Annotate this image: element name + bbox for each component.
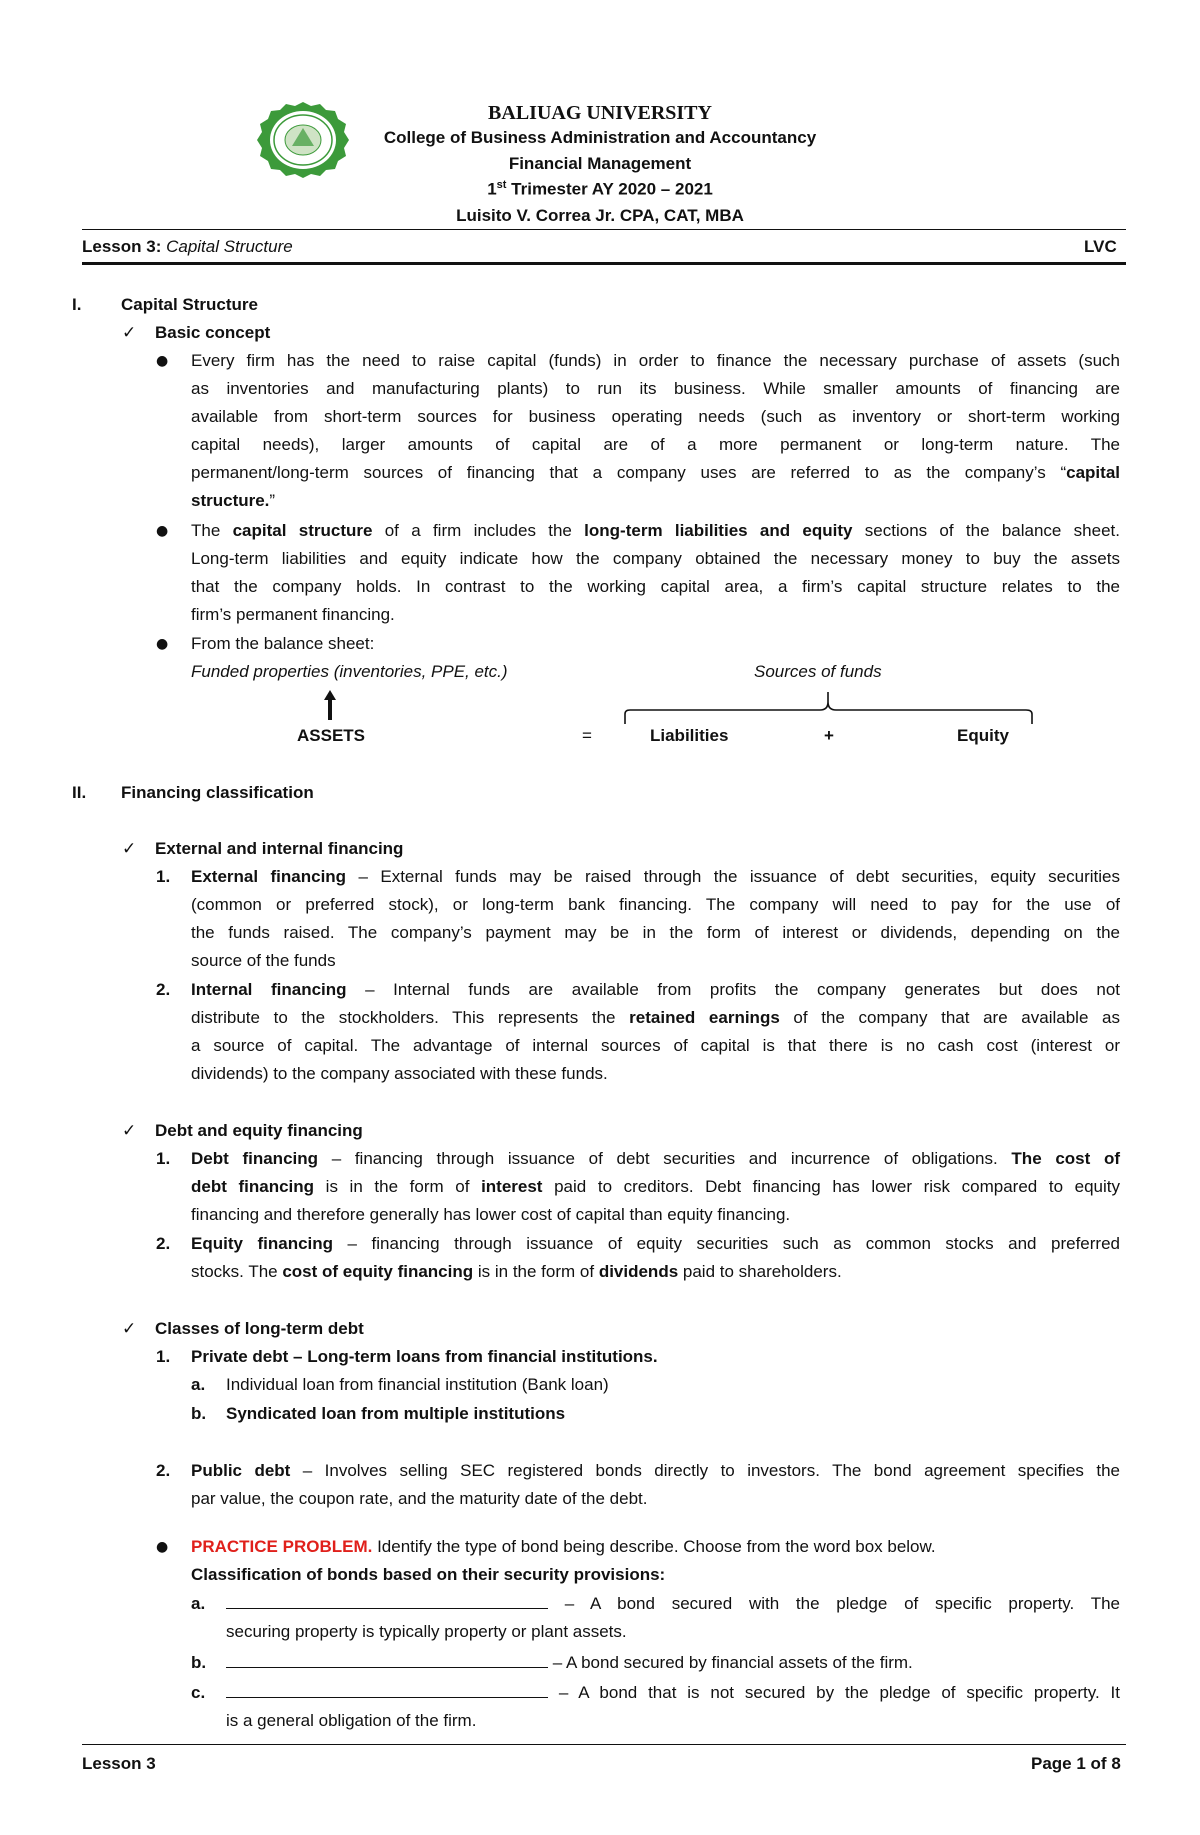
practice-subtitle: Classification of bonds based on their security provisions: bbox=[191, 1565, 666, 1584]
paragraph-line: capital needs), larger amounts of capital are of a more permanent or long-term nature. The bbox=[191, 435, 1120, 454]
sources-of-funds-label: Sources of funds bbox=[754, 662, 882, 681]
question-item: – A bond that is not secured by the pledge of specific property. It bbox=[226, 1679, 1120, 1707]
answer-blank[interactable] bbox=[226, 1590, 548, 1609]
question-item: – A bond secured by financial assets of the firm. bbox=[226, 1649, 913, 1677]
section-numeral: I. bbox=[72, 295, 82, 314]
list-number: 2. bbox=[156, 980, 171, 999]
paragraph-line: Every firm has the need to raise capital (funds) in order to finance the necessary purchase of assets (such bbox=[191, 351, 1120, 370]
initials: LVC bbox=[1084, 237, 1117, 256]
paragraph-line: is a general obligation of the firm. bbox=[226, 1711, 477, 1730]
list-item: External financing – External funds may be raised through the issuance of debt securities, equity securities bbox=[191, 867, 1120, 886]
bullet-icon: ● bbox=[156, 1539, 169, 1555]
paragraph-line: stocks. The cost of equity financing is in the form of dividends paid to shareholders. bbox=[191, 1262, 842, 1281]
paragraph-line: dividends) to the company associated with these funds. bbox=[191, 1064, 608, 1083]
sources-brace bbox=[620, 686, 1040, 726]
paragraph-line: par value, the coupon rate, and the maturity date of the debt. bbox=[191, 1489, 648, 1508]
paragraph-line: distribute to the stockholders. This represents the retained earnings of the company that are available as bbox=[191, 1008, 1120, 1027]
list-item: Public debt – Involves selling SEC registered bonds directly to investors. The bond agreement specifies the bbox=[191, 1461, 1120, 1480]
college-name: College of Business Administration and Accountancy bbox=[383, 128, 817, 147]
list-number: 1. bbox=[156, 1347, 171, 1366]
list-number: 1. bbox=[156, 1149, 171, 1168]
subsection-title: External and internal financing bbox=[155, 839, 404, 858]
section-title: Financing classification bbox=[121, 783, 314, 802]
list-item: Internal financing – Internal funds are available from profits the company generates but does not bbox=[191, 980, 1120, 999]
bullet-icon: ● bbox=[156, 353, 169, 369]
up-arrow-icon bbox=[322, 688, 338, 722]
paragraph-line: that the company holds. In contrast to the working capital area, a firm’s capital structure relates to the bbox=[191, 577, 1120, 596]
checkmark-icon: ✓ bbox=[122, 839, 137, 859]
funded-properties-label: Funded properties (inventories, PPE, etc.) bbox=[191, 662, 508, 681]
section-title: Capital Structure bbox=[121, 295, 258, 314]
header-rule-bottom bbox=[82, 262, 1126, 265]
list-number: 2. bbox=[156, 1461, 171, 1480]
list-number: 1. bbox=[156, 867, 171, 886]
answer-blank[interactable] bbox=[226, 1649, 548, 1668]
subsection-title: Debt and equity financing bbox=[155, 1121, 363, 1140]
sub-list-item: Syndicated loan from multiple institutions bbox=[226, 1404, 566, 1423]
paragraph-line: (common or preferred stock), or long-term bank financing. The company will need to pay for the use of bbox=[191, 895, 1120, 914]
list-item: Debt financing – financing through issuance of debt securities and incurrence of obligations. The cost of bbox=[191, 1149, 1121, 1168]
question-letter: b. bbox=[191, 1653, 207, 1672]
list-item: Private debt – Long-term loans from financial institutions. bbox=[191, 1347, 658, 1366]
paragraph-line: source of the funds bbox=[191, 951, 336, 970]
paragraph-line: Long-term liabilities and equity indicate how the company obtained the necessary money to buy the assets bbox=[191, 549, 1120, 568]
paragraph-line: as inventories and manufacturing plants) to run its business. While smaller amounts of financing are bbox=[191, 379, 1120, 398]
header-rule-top bbox=[82, 229, 1126, 230]
sub-list-letter: b. bbox=[191, 1404, 207, 1423]
answer-blank[interactable] bbox=[226, 1679, 548, 1698]
paragraph-line: the funds raised. The company’s payment may be in the form of interest or dividends, depending on the bbox=[191, 923, 1120, 942]
paragraph-line: permanent/long-term sources of financing that a company uses are referred to as the company’s “capital bbox=[191, 463, 1120, 482]
paragraph-line: securing property is typically property or plant assets. bbox=[226, 1622, 627, 1641]
practice-instruction: PRACTICE PROBLEM. Identify the type of bond being describe. Choose from the word box below. bbox=[191, 1537, 936, 1556]
list-item: Equity financing – financing through issuance of equity securities such as common stocks and preferred bbox=[191, 1234, 1120, 1253]
university-name: BALIUAG UNIVERSITY bbox=[488, 102, 712, 124]
question-letter: c. bbox=[191, 1683, 206, 1702]
paragraph-line: firm’s permanent financing. bbox=[191, 605, 395, 624]
checkmark-icon: ✓ bbox=[122, 1319, 137, 1339]
list-number: 2. bbox=[156, 1234, 171, 1253]
paragraph-line: structure.” bbox=[191, 491, 276, 510]
paragraph-line: available from short-term sources for business operating needs (such as inventory or short-term working bbox=[191, 407, 1120, 426]
plus-sign: + bbox=[824, 726, 834, 745]
lesson-label: Lesson 3: Capital Structure bbox=[82, 237, 293, 256]
sub-list-letter: a. bbox=[191, 1375, 206, 1394]
section-numeral: II. bbox=[72, 783, 87, 802]
footer-rule bbox=[82, 1744, 1126, 1745]
checkmark-icon: ✓ bbox=[122, 323, 137, 343]
equals-sign: = bbox=[582, 726, 592, 745]
liabilities-label: Liabilities bbox=[650, 726, 729, 745]
term: 1st Trimester AY 2020 – 2021 bbox=[487, 179, 713, 199]
subsection-title: Basic concept bbox=[155, 323, 271, 342]
bullet-icon: ● bbox=[156, 636, 169, 652]
paragraph-line: debt financing is in the form of interest paid to creditors. Debt financing has lower risk compared to equity bbox=[191, 1177, 1121, 1196]
equity-label: Equity bbox=[957, 726, 1009, 745]
paragraph-line: The capital structure of a firm includes the long-term liabilities and equity sections of the balance sheet. bbox=[191, 521, 1120, 540]
bullet-icon: ● bbox=[156, 523, 169, 539]
footer-lesson: Lesson 3 bbox=[82, 1754, 156, 1773]
instructor: Luisito V. Correa Jr. CPA, CAT, MBA bbox=[456, 206, 744, 225]
checkmark-icon: ✓ bbox=[122, 1121, 137, 1141]
paragraph-line: a source of capital. The advantage of internal sources of capital is that there is no cash cost (interest or bbox=[191, 1036, 1120, 1055]
sub-list-item: Individual loan from financial institution (Bank loan) bbox=[226, 1375, 609, 1394]
course-name: Financial Management bbox=[508, 154, 692, 173]
assets-label: ASSETS bbox=[297, 726, 366, 745]
paragraph-line: From the balance sheet: bbox=[191, 634, 375, 653]
paragraph-line: financing and therefore generally has lower cost of capital than equity financing. bbox=[191, 1205, 791, 1224]
question-item: – A bond secured with the pledge of specific property. The bbox=[226, 1590, 1120, 1618]
question-letter: a. bbox=[191, 1594, 206, 1613]
page-number: Page 1 of 8 bbox=[1031, 1754, 1121, 1773]
subsection-title: Classes of long-term debt bbox=[155, 1319, 364, 1338]
